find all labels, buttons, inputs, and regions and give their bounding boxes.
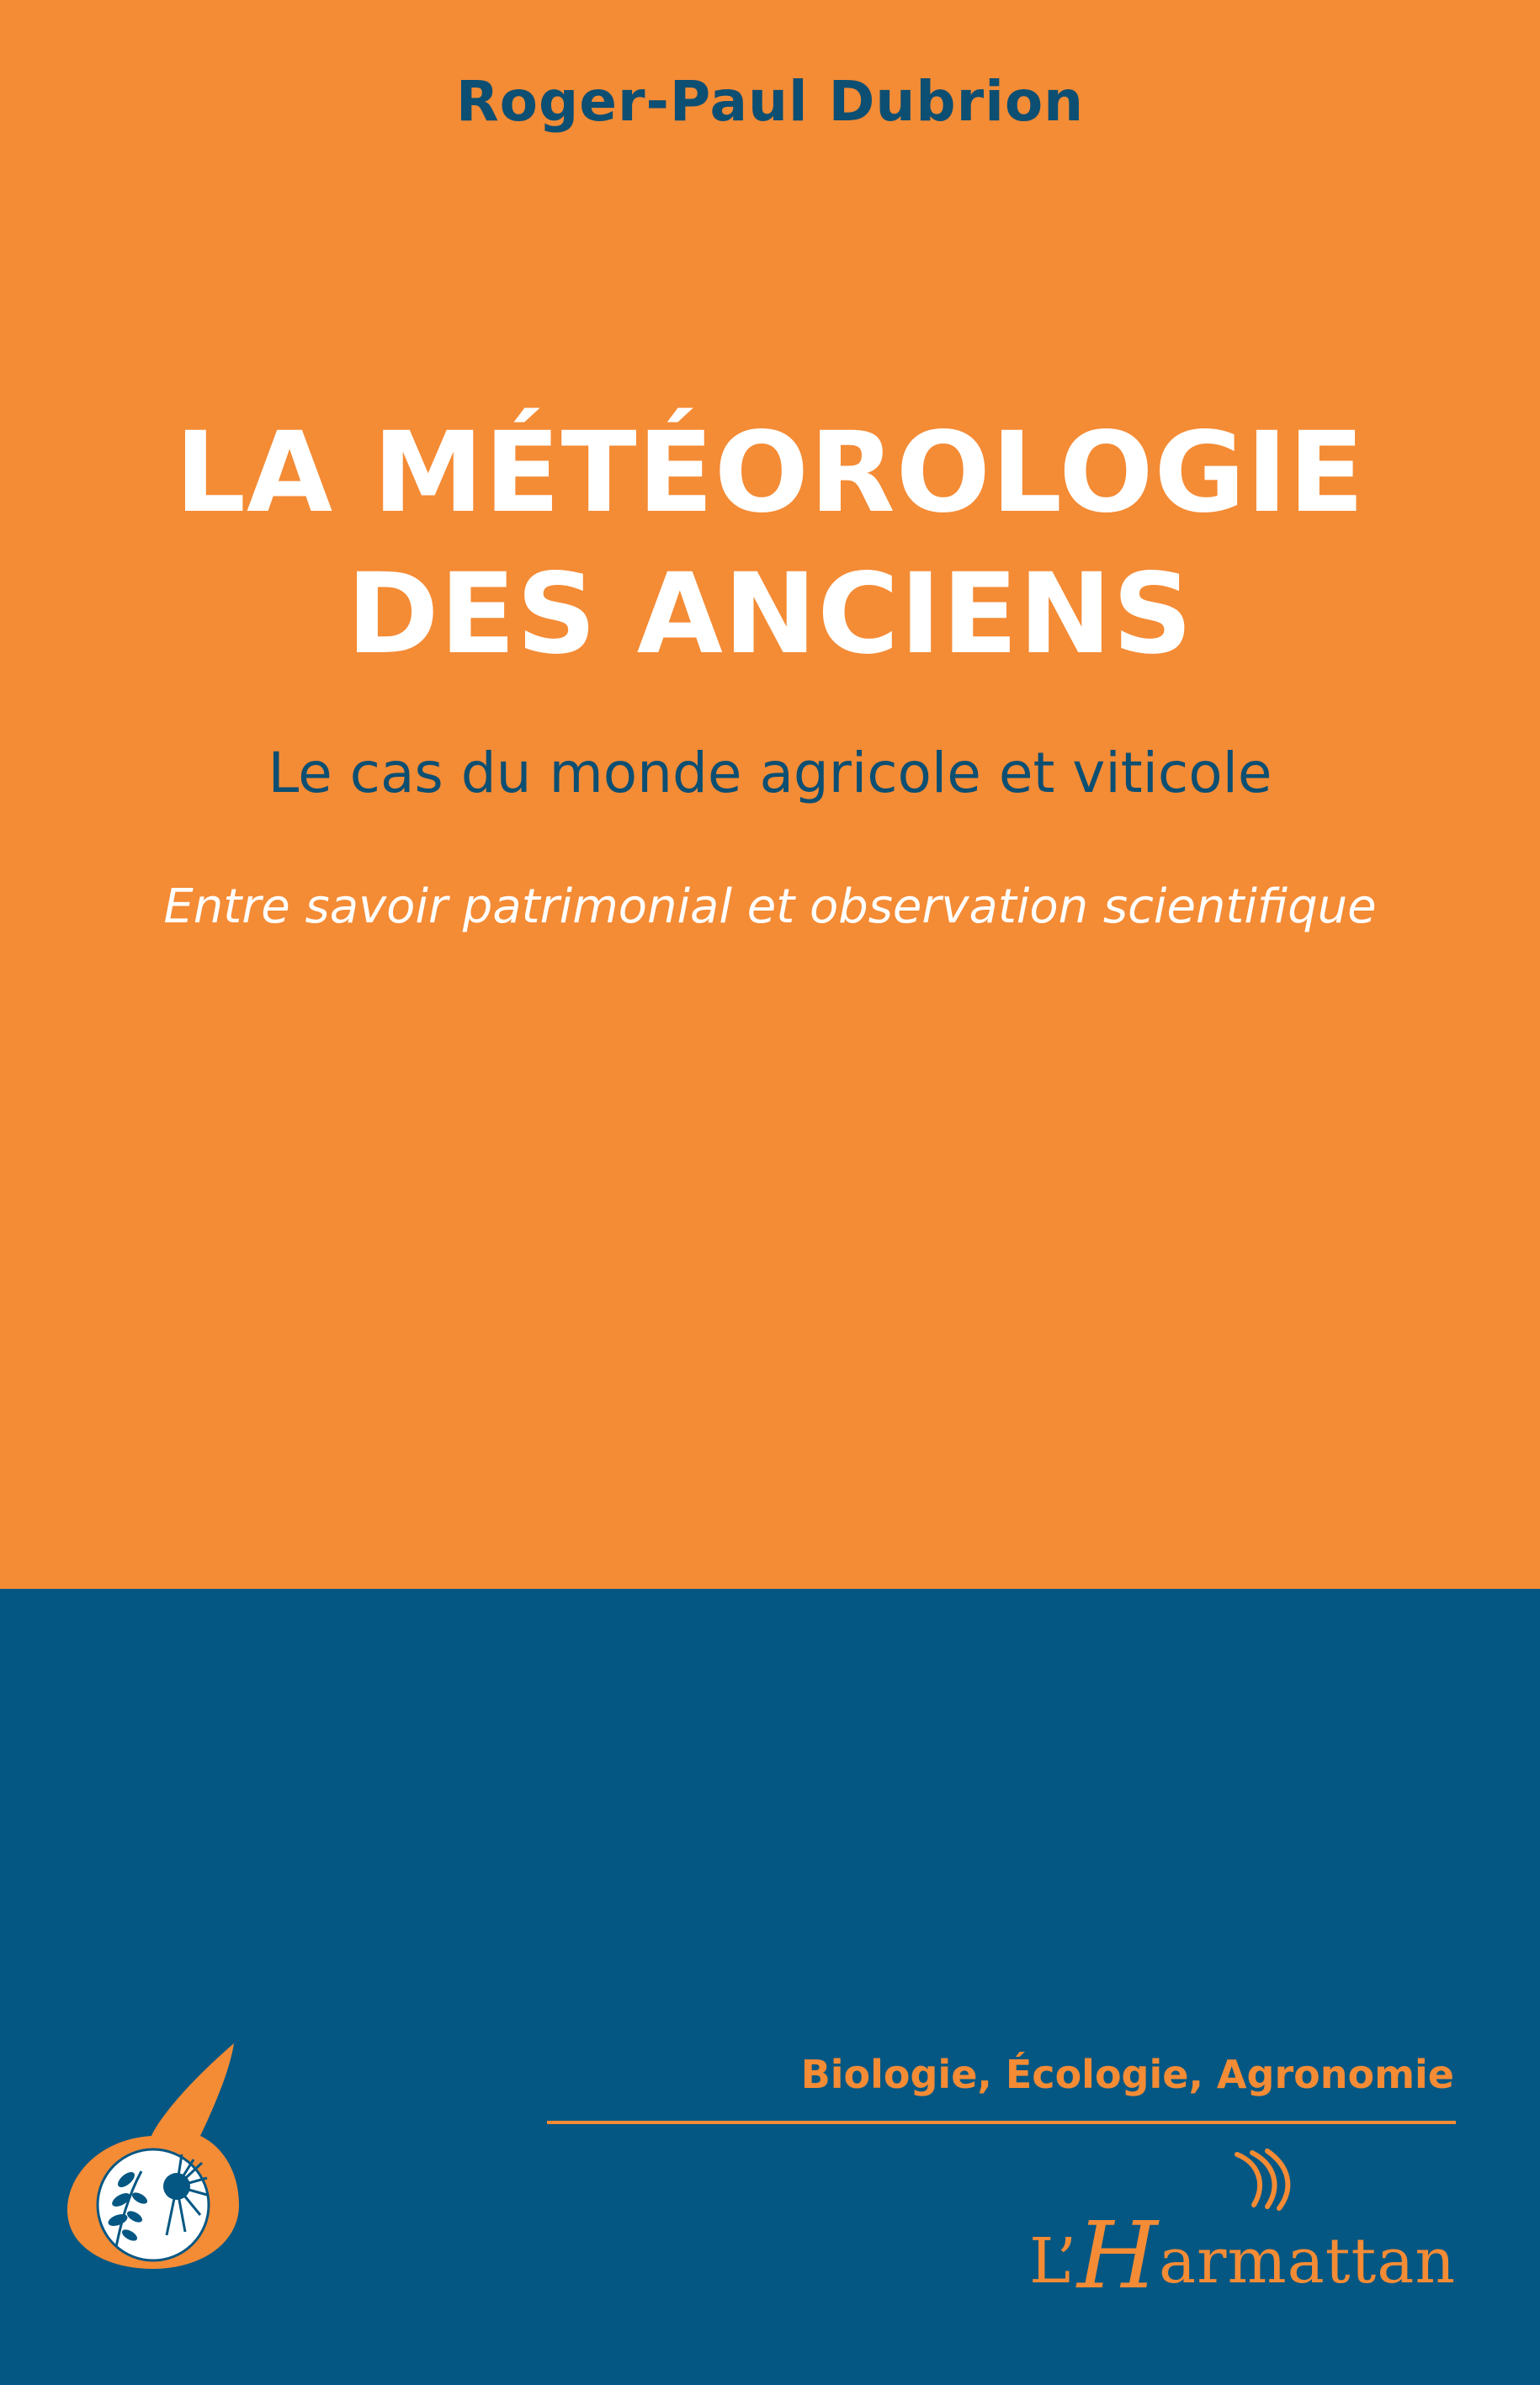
collection-name: Biologie, Écologie, Agronomie <box>800 2052 1454 2097</box>
book-title <box>0 402 1540 685</box>
title-line-1: LA MÉTÉOROLOGIE <box>174 408 1366 538</box>
author-name: Roger-Paul Dubrion <box>455 69 1085 134</box>
publisher-prefix: L’ <box>1029 2225 1078 2297</box>
book-subtitle: Le cas du monde agricole et viticole <box>268 741 1272 805</box>
publisher-rest: armattan <box>1158 2225 1456 2297</box>
publisher-initial: H <box>1077 2202 1159 2309</box>
book-tagline: Entre savoir patrimonial et observation scientifique <box>163 879 1377 934</box>
harmattan-wind-logo <box>1111 2138 1464 2281</box>
drop-sun-leaves-icon <box>57 2037 249 2272</box>
collection-divider <box>547 2121 1456 2124</box>
title-line-2: DES ANCIENS <box>346 550 1194 679</box>
